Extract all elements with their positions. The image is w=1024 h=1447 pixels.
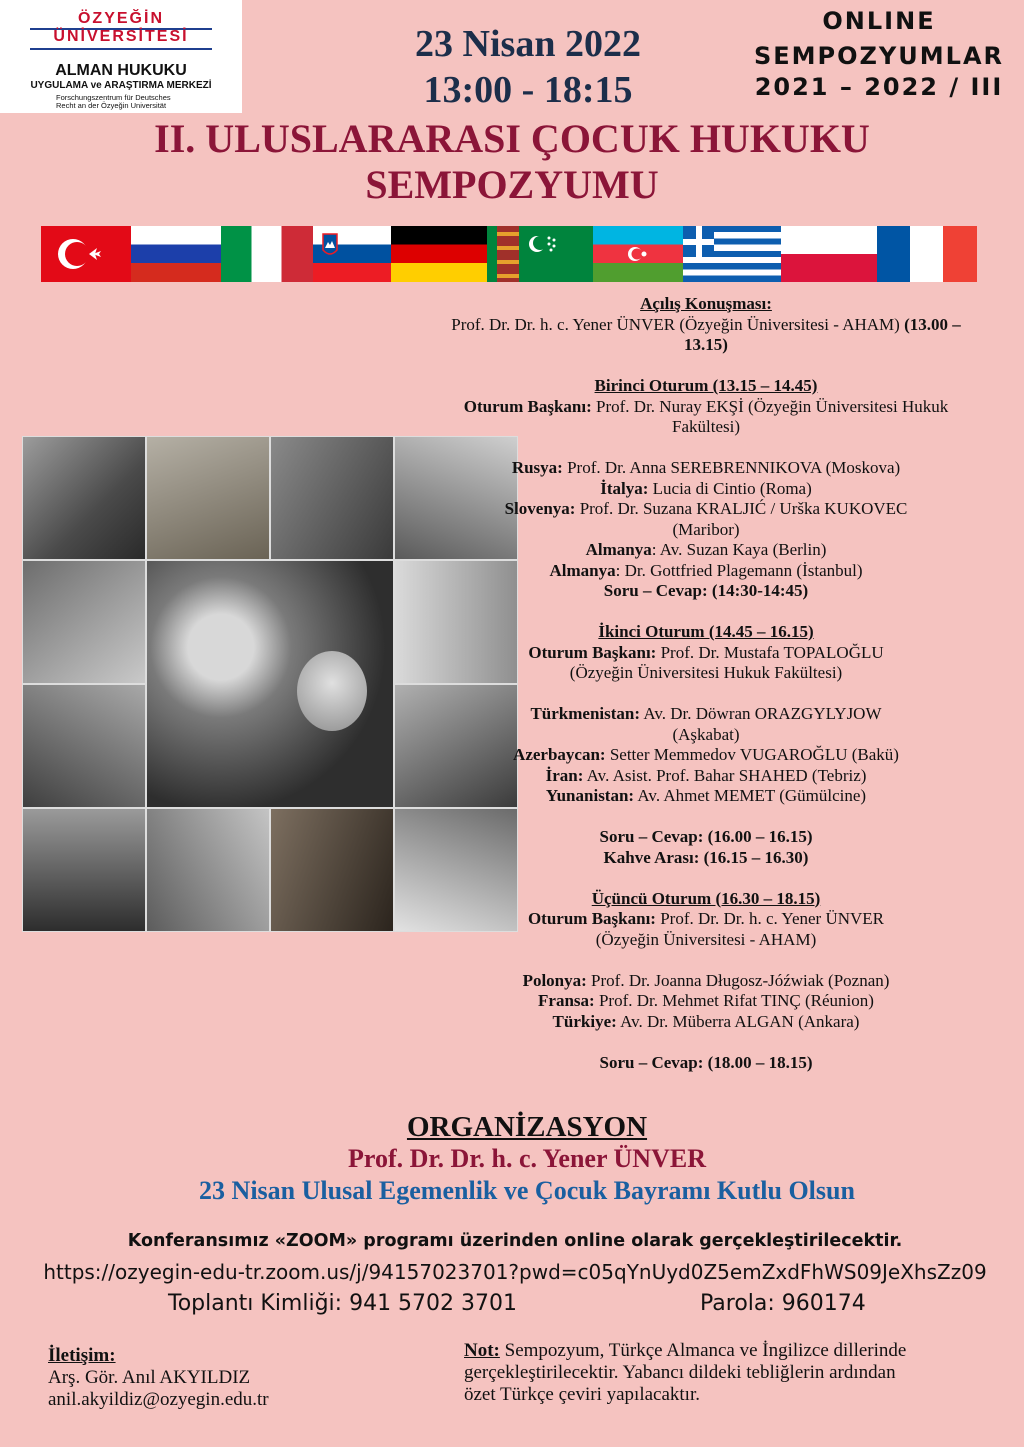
logo-university-line1: ÖZYEĞİN <box>77 10 164 27</box>
session2-chair: Oturum Başkanı: Prof. Dr. Mustafa TOPALOĞLU <box>528 642 884 662</box>
speaker-text: Setter Memmedov VUGAROĞLU (Bakü) <box>609 745 899 764</box>
country-label: Almanya <box>549 560 616 580</box>
country-label: Azerbaycan: <box>513 745 606 764</box>
country-label: İtalya: <box>600 478 649 498</box>
meeting-id: Toplantı Kimliği: 941 5702 3701 <box>168 1291 518 1316</box>
session3-chair: Oturum Başkanı: Prof. Dr. Dr. h. c. Yener ÜNVER <box>527 909 885 928</box>
program-schedule <box>400 294 1012 1073</box>
note-line2: gerçekleştirilecektir. Yabancı dildeki tebliğlerin ardından <box>464 1362 896 1383</box>
holiday-greeting: 23 Nisan Ulusal Egemenlik ve Çocuk Bayramı Kutlu Olsun <box>199 1176 855 1205</box>
speaker-line <box>400 520 1012 541</box>
speaker-text: Lucia di Cintio (Roma) <box>648 478 812 498</box>
photo <box>146 436 270 560</box>
speaker-line <box>400 766 1012 787</box>
speaker-line <box>400 991 1012 1012</box>
event-time: 13:00 - 18:15 <box>423 69 633 111</box>
logo-center-name: ALMAN HUKUKU <box>55 62 187 79</box>
turkey-flag-icon <box>41 226 131 282</box>
country-label: Polonya: <box>522 970 587 990</box>
speaker-line <box>400 458 1012 479</box>
session1-chair-cont: Fakültesi) <box>672 417 740 436</box>
photo <box>146 808 270 932</box>
france-flag-icon <box>877 226 977 282</box>
series-period: 2021 – 2022 / III <box>754 73 1004 101</box>
contact-heading: İletişim: <box>48 1345 116 1366</box>
logo-university-line2: ÜNİVERSİTESİ <box>53 28 189 45</box>
country-label: Yunanistan: <box>545 786 635 805</box>
speaker-text: Av. Ahmet MEMET (Gümülcine) <box>637 786 867 805</box>
photo <box>22 684 146 808</box>
logo-divider <box>30 48 212 50</box>
country-label: İran: <box>545 765 584 785</box>
session3-title: Üçüncü Oturum (16.30 – 18.15) <box>591 888 821 908</box>
organizer-name: Prof. Dr. Dr. h. c. Yener ÜNVER <box>348 1144 706 1173</box>
country-label: Rusya: <box>511 458 563 477</box>
note-line1: Not: Sempozyum, Türkçe Almanca ve İngilizce dillerinde <box>464 1340 907 1361</box>
italy-flag-icon <box>221 226 313 282</box>
session2-speakers <box>400 704 1012 807</box>
speaker-line <box>400 745 1012 766</box>
slovenia-flag-icon <box>313 226 391 282</box>
speaker-text: Av. Dr. Müberra ALGAN (Ankara) <box>620 1011 860 1031</box>
speaker-text: Av. Asist. Prof. Bahar SHAHED (Tebriz) <box>586 765 867 785</box>
photo <box>270 808 394 932</box>
session3-speakers <box>400 971 1012 1033</box>
photo <box>22 560 146 684</box>
speaker-line <box>400 479 1012 500</box>
series-label: SEMPOZYUMLAR <box>753 42 1005 70</box>
germany-flag-icon <box>391 226 487 282</box>
speaker-line <box>400 971 1012 992</box>
session3-qa: Soru – Cevap: (18.00 – 18.15) <box>599 1052 813 1072</box>
speaker-text: : Av. Suzan Kaya (Berlin) <box>651 540 827 559</box>
speaker-line <box>400 499 1012 520</box>
page-subtitle: SEMPOZYUMU <box>365 162 659 207</box>
organization-heading: ORGANİZASYON <box>406 1111 648 1143</box>
contact-email[interactable]: anil.akyildiz@ozyegin.edu.tr <box>48 1389 269 1410</box>
logo-center-german: Forschungszentrum für Deutsches Recht an der Özyeğin Universität <box>56 93 171 110</box>
zoom-note: Konferansımız «ZOOM» programı üzerinden online olarak gerçekleştirilecektir. <box>127 1231 903 1251</box>
greece-flag-icon <box>683 226 781 282</box>
session3-chair-cont: (Özyeğin Üniversitesi - AHAM) <box>595 929 817 949</box>
speaker-line <box>400 725 1012 746</box>
contact-block <box>48 1345 269 1411</box>
country-label: Slovenya: <box>504 499 576 518</box>
photo <box>22 808 146 932</box>
opening-title: Açılış Konuşması: <box>640 294 772 313</box>
session1-title: Birinci Oturum (13.15 – 14.45) <box>594 376 818 395</box>
speaker-text: (Aşkabat) <box>672 724 740 744</box>
azerbaijan-flag-icon <box>593 226 683 282</box>
coffee-break: Kahve Arası: (16.15 – 16.30) <box>603 847 809 867</box>
speaker-line <box>400 786 1012 807</box>
central-photo <box>146 560 394 808</box>
speaker-text: Prof. Dr. Anna SEREBRENNIKOVA (Moskova) <box>567 458 901 477</box>
speaker-line <box>400 540 1012 561</box>
speaker-line <box>400 704 1012 725</box>
note-line3: özet Türkçe çeviri yapılacaktır. <box>464 1384 700 1405</box>
speaker-line <box>400 561 1012 582</box>
online-label: ONLINE <box>822 7 936 35</box>
note-block <box>464 1340 994 1406</box>
meeting-password: Parola: 960174 <box>700 1291 866 1316</box>
speaker-text: : Dr. Gottfried Plagemann (İstanbul) <box>615 560 863 580</box>
photo <box>22 436 146 560</box>
turkmenistan-flag-icon <box>487 226 593 282</box>
session1-speakers <box>400 458 1012 581</box>
photo <box>270 436 394 560</box>
country-label: Almanya <box>585 540 652 559</box>
country-label: Fransa: <box>538 991 595 1010</box>
university-logo <box>0 0 242 113</box>
speaker-text: Prof. Dr. Joanna Długosz-Jóźwiak (Poznan) <box>591 970 890 990</box>
session2-chair-cont: (Özyeğin Üniversitesi Hukuk Fakültesi) <box>569 663 843 682</box>
opening-speaker: Prof. Dr. Dr. h. c. Yener ÜNVER (Özyeğin Üniversitesi - AHAM) (13.00 – <box>451 314 961 334</box>
event-date: 23 Nisan 2022 <box>415 23 641 65</box>
session2-qa: Soru – Cevap: (16.00 – 16.15) <box>599 827 813 846</box>
speaker-text: (Maribor) <box>672 519 740 539</box>
session1-qa: Soru – Cevap: (14:30-14:45) <box>603 581 809 600</box>
greece-canton-icon <box>683 226 714 257</box>
poland-flag-icon <box>781 226 877 282</box>
session2-title: İkinci Oturum (14.45 – 16.15) <box>598 622 814 641</box>
session1-chair: Oturum Başkanı: Prof. Dr. Nuray EKŞİ (Özyeğin Üniversitesi Hukuk <box>463 396 949 416</box>
russia-flag-icon <box>131 226 221 282</box>
flag-strip <box>41 226 977 282</box>
opening-time: 13.15) <box>684 335 728 354</box>
logo-center-sub: UYGULAMA ve ARAŞTIRMA MERKEZİ <box>30 80 212 91</box>
page-title: II. ULUSLARARASI ÇOCUK HUKUKU <box>154 116 870 161</box>
speaker-text: Prof. Dr. Mehmet Rifat TINÇ (Réunion) <box>598 991 874 1010</box>
speaker-line <box>400 1012 1012 1033</box>
contact-name: Arş. Gör. Anıl AKYILDIZ <box>48 1367 251 1388</box>
speaker-text: Prof. Dr. Suzana KRALJIĆ / Urška KUKOVEC <box>579 499 908 518</box>
zoom-link[interactable]: https://ozyegin-edu-tr.zoom.us/j/94157023701?pwd=c05qYnUyd0Z5emZxdFhWS09JeXhsZz09 <box>43 1260 987 1284</box>
speaker-text: Av. Dr. Döwran ORAZGYLYJOW <box>643 704 882 723</box>
country-label: Türkiye: <box>552 1011 617 1031</box>
country-label: Türkmenistan: <box>530 704 641 723</box>
